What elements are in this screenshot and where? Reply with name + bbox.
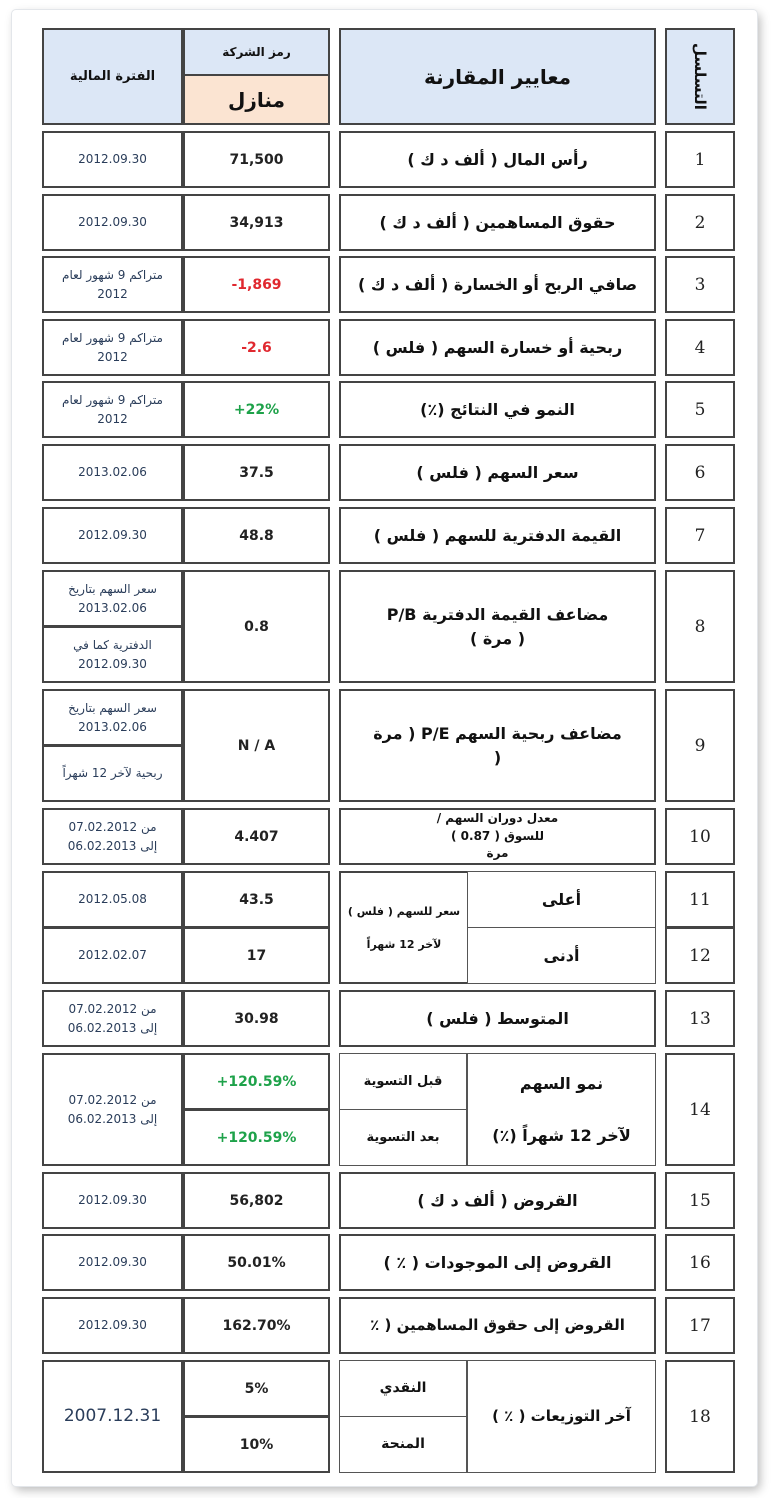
row-period-price-date: سعر السهم بتاريخ 2013.02.06 — [42, 570, 183, 627]
row-value: 0.8 — [183, 570, 330, 683]
table-row — [0, 990, 771, 1048]
row-criteria: صافي الربح أو الخسارة ( ألف د ك ) — [339, 256, 656, 313]
row-criteria: مضاعف ربحية السهم P/E ( مرة ( — [339, 689, 656, 802]
row-criteria: المتوسط ( فلس ) — [339, 990, 656, 1047]
table-row — [0, 131, 771, 189]
row-value: +120.59% — [183, 1109, 330, 1166]
table-header — [0, 28, 771, 128]
row-period: متراكم 9 شهور لعام 2012 — [42, 256, 183, 313]
table-row — [0, 1172, 771, 1230]
row-criteria-cash: النقدي — [339, 1360, 467, 1417]
row-value: 56,802 — [183, 1172, 330, 1229]
row-period: 2012.09.30 — [42, 1297, 183, 1354]
row-number: 1 — [665, 131, 735, 188]
table-row — [0, 507, 771, 565]
row-criteria-after-adjustment: بعد التسوية — [339, 1109, 467, 1166]
row-criteria: القروض ( ألف د ك ) — [339, 1172, 656, 1229]
row-number: 13 — [665, 990, 735, 1047]
row-period-book-date: الدفترية كما في 2012.09.30 — [42, 626, 183, 683]
table-row — [0, 808, 771, 866]
row-period: 2012.05.08 — [42, 871, 183, 928]
row-number: 18 — [665, 1360, 735, 1473]
row-period: من 07.02.2012 إلى 06.02.2013 — [42, 808, 183, 865]
row-number: 16 — [665, 1234, 735, 1291]
row-criteria: مضاعف القيمة الدفترية P/B ( مرة ) — [339, 570, 656, 683]
table-row — [0, 1053, 771, 1167]
row-criteria-bonus: المنحة — [339, 1416, 467, 1473]
header-index: التسلسل — [665, 28, 735, 125]
row-number: 5 — [665, 381, 735, 438]
table-row — [0, 194, 771, 252]
row-period: 2012.09.30 — [42, 1234, 183, 1291]
row-period: 2012.02.07 — [42, 927, 183, 984]
row-period: 2012.09.30 — [42, 131, 183, 188]
header-criteria: معايير المقارنة — [339, 28, 656, 125]
table-row — [0, 319, 771, 377]
row-criteria: القروض إلى الموجودات ( ٪ ) — [339, 1234, 656, 1291]
row-criteria-stock-growth: نمو السهم لآخر 12 شهراً (٪) — [467, 1053, 656, 1166]
row-period: متراكم 9 شهور لعام 2012 — [42, 319, 183, 376]
row-criteria-low: أدنى — [467, 927, 656, 984]
row-number: 8 — [665, 570, 735, 683]
table-row — [0, 444, 771, 502]
row-value: -2.6 — [183, 319, 330, 376]
row-value: +22% — [183, 381, 330, 438]
row-value: 37.5 — [183, 444, 330, 501]
row-number: 17 — [665, 1297, 735, 1354]
table-row — [0, 1234, 771, 1292]
row-value: 48.8 — [183, 507, 330, 564]
row-value: N / A — [183, 689, 330, 802]
table-row — [0, 570, 771, 684]
row-value: 4.407 — [183, 808, 330, 865]
row-number: 2 — [665, 194, 735, 251]
row-number: 7 — [665, 507, 735, 564]
row-period: 2012.09.30 — [42, 1172, 183, 1229]
row-number: 3 — [665, 256, 735, 313]
row-value: 17 — [183, 927, 330, 984]
row-period: متراكم 9 شهور لعام 2012 — [42, 381, 183, 438]
row-value: -1,869 — [183, 256, 330, 313]
row-period: من 07.02.2012 إلى 06.02.2013 — [42, 990, 183, 1047]
row-number: 14 — [665, 1053, 735, 1166]
row-period: من 07.02.2012 إلى 06.02.2013 — [42, 1053, 183, 1166]
row-criteria: سعر السهم ( فلس ) — [339, 444, 656, 501]
row-criteria-price-label: سعر للسهم ( فلس ) لآخر 12 شهراً — [341, 873, 467, 982]
row-number: 6 — [665, 444, 735, 501]
row-criteria: ربحية أو خسارة السهم ( فلس ) — [339, 319, 656, 376]
row-number: 15 — [665, 1172, 735, 1229]
row-period: 2012.09.30 — [42, 194, 183, 251]
row-value: 71,500 — [183, 131, 330, 188]
row-criteria: القيمة الدفترية للسهم ( فلس ) — [339, 507, 656, 564]
row-number: 9 — [665, 689, 735, 802]
row-number: 10 — [665, 808, 735, 865]
row-value: 34,913 — [183, 194, 330, 251]
row-number: 11 — [665, 871, 735, 928]
table-row — [0, 1297, 771, 1355]
row-value: 50.01% — [183, 1234, 330, 1291]
row-criteria-last-dividends: آخر التوزيعات ( ٪ ) — [467, 1360, 656, 1473]
row-criteria: رأس المال ( ألف د ك ) — [339, 131, 656, 188]
table-row — [0, 256, 771, 314]
row-value: 162.70% — [183, 1297, 330, 1354]
row-criteria: معدل دوران السهم / للسوق ( 0.87 ) مرة — [339, 808, 656, 865]
row-period: 2012.09.30 — [42, 507, 183, 564]
table-row — [0, 1360, 771, 1474]
row-period-earnings-window: ربحية لآخر 12 شهراً — [42, 745, 183, 802]
row-value: 30.98 — [183, 990, 330, 1047]
row-period: 2013.02.06 — [42, 444, 183, 501]
row-value: 5% — [183, 1360, 330, 1417]
row-criteria-before-adjustment: قبل التسوية — [339, 1053, 467, 1110]
row-number: 12 — [665, 927, 735, 984]
header-period: الفترة المالية — [42, 28, 183, 125]
row-period: 2007.12.31 — [42, 1360, 183, 1473]
row-value: +120.59% — [183, 1053, 330, 1110]
row-value: 43.5 — [183, 871, 330, 928]
header-company-symbol: رمز الشركة — [183, 28, 330, 76]
row-criteria: حقوق المساهمين ( ألف د ك ) — [339, 194, 656, 251]
row-number: 4 — [665, 319, 735, 376]
row-period-price-date: سعر السهم بتاريخ 2013.02.06 — [42, 689, 183, 746]
table-row-group-price-range — [0, 871, 771, 985]
row-value: 10% — [183, 1416, 330, 1473]
table-row — [0, 381, 771, 439]
table-row — [0, 689, 771, 803]
row-criteria: القروض إلى حقوق المساهمين ( ٪ — [339, 1297, 656, 1354]
header-company-name: منازل — [183, 74, 330, 125]
row-criteria-high: أعلى — [467, 871, 656, 928]
row-criteria: النمو في النتائج (٪) — [339, 381, 656, 438]
